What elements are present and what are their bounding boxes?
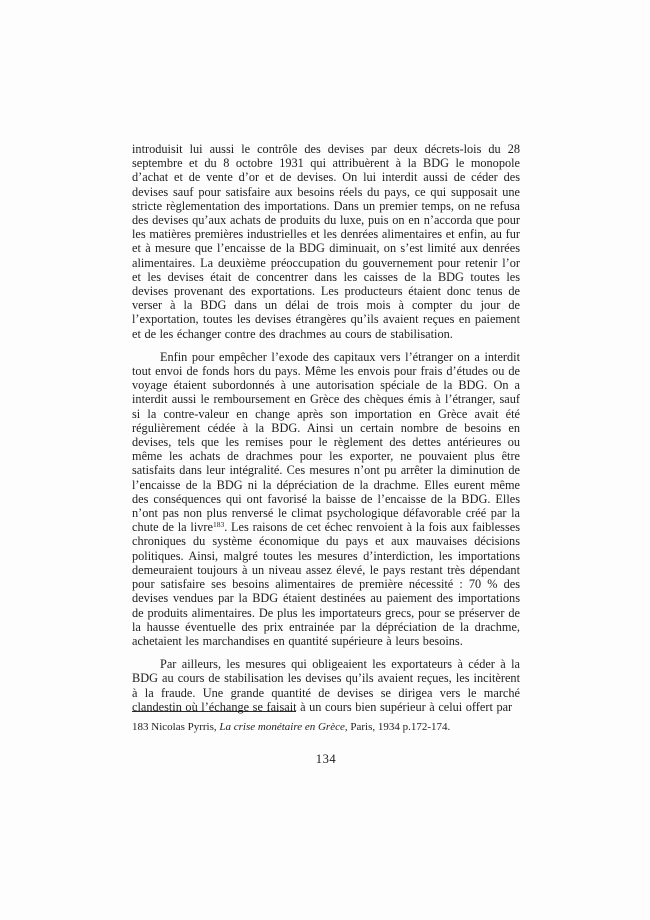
footnote-citation-end: , Paris, 1934 p.172-174. [344,721,451,733]
footnote-separator-rule [132,711,296,712]
body-paragraph-1: introduisit lui aussi le contrôle des devises par deux décrets-lois du 28 septembre et du 8 octobre 1931 qui attribuèrent à la BDG le monopole d’achat et de vente d’or et de devises. On lui interdit aussi de céder des devises sauf pour satisfaire aux besoins réels du pays, ce qui supposait une stricte règlementation des importations. Dans un premier temps, on ne refusa des devises qu’aux achats de produits du luxe, puis on en n’accorda que pour les matières premières industrielles et les denrées alimentaires et enfin, au fur et à mesure que l’encaisse de la BDG diminuait, on s’est limité aux denrées alimentaires. La deuxième préoccupation du gouvernement pour retenir l’or et les devises était de concentrer dans les caisses de la BDG toutes les devises provenant des exportations. Les producteurs étaient donc tenus de verser à la BDG dans un délai de trois mois à compter du jour de l’exportation, toutes les devises étrangères qu’ils avaient reçues en paiement et de les échanger contre des drachmes au cours de stabilisation. [132,142,520,341]
body-paragraph-3: Par ailleurs, les mesures qui obligeaient les exportateurs à céder à la BDG au cours de stabilisation les devises qu’ils avaient reçues, les incitèrent à la fraude. Une grande quantité de devises se dirigea vers le marché clandestin où l’échange se faisait à un cours bien supérieur à celui offert par [132,657,520,714]
paragraph-text-after-ref: . Les raisons de cet échec renvoient à la fois aux faiblesses chroniques du système économique du pays et aux mauvaises décisions politiques. Ainsi, malgré toutes les mesures d’interdiction, les importations demeuraient toujours à un niveau assez élevé, le pays restant très dépendant pour satisfaire ses besoins alimentaires de première nécessité : 70 % des devises vendues par la BDG étaient destinées au paiement des importations de produits alimentaires. De plus les importateurs grecs, pour se préserver de la hausse éventuelle des prix entrainée par la dépréciation de la drachme, achetaient les marchandises en quantité supérieure à leurs besoins. [132,520,520,648]
footnote-book-title: La crise monétaire en Grèce [219,721,345,733]
paragraph-text-before-ref: Enfin pour empêcher l’exode des capitaux vers l’étranger on a interdit tout envoi de fonds hors du pays. Même les envois pour frais d’études ou de voyage étaient subordonnés à une autorisation spéciale de la BDG. On a interdit aussi le remboursement en Grèce des chèques émis à l’étranger, sauf si la contre-valeur en change après son importation en Grèce avait été régulièrement cédée à la BDG. Ainsi un certain nombre de besoins en devises, tels que les remises pour le règlement des dettes antérieures ou même les achats de drachmes pour les exporter, ne pouvaient plus être satisfaits dans leur intégralité. Ces mesures n’ont pu arrêter la diminution de l’encaisse de la BDG ni la dépréciation de la drachme. Elles eurent même des conséquences qui ont favorisé la baisse de l’encaisse de la BDG. Elles n’ont pas non plus renversé le climat psychologique défavorable créé par la chute de la livre [132,349,520,535]
body-text [132,142,520,714]
body-paragraph-2 [132,350,520,648]
footnote-reference-marker: 183 [212,520,225,530]
page-number: 134 [315,752,337,766]
footnote-citation-start: 183 Nicolas Pyrris, [132,721,220,733]
footnote-text [132,721,520,734]
footnote-block [132,711,520,734]
